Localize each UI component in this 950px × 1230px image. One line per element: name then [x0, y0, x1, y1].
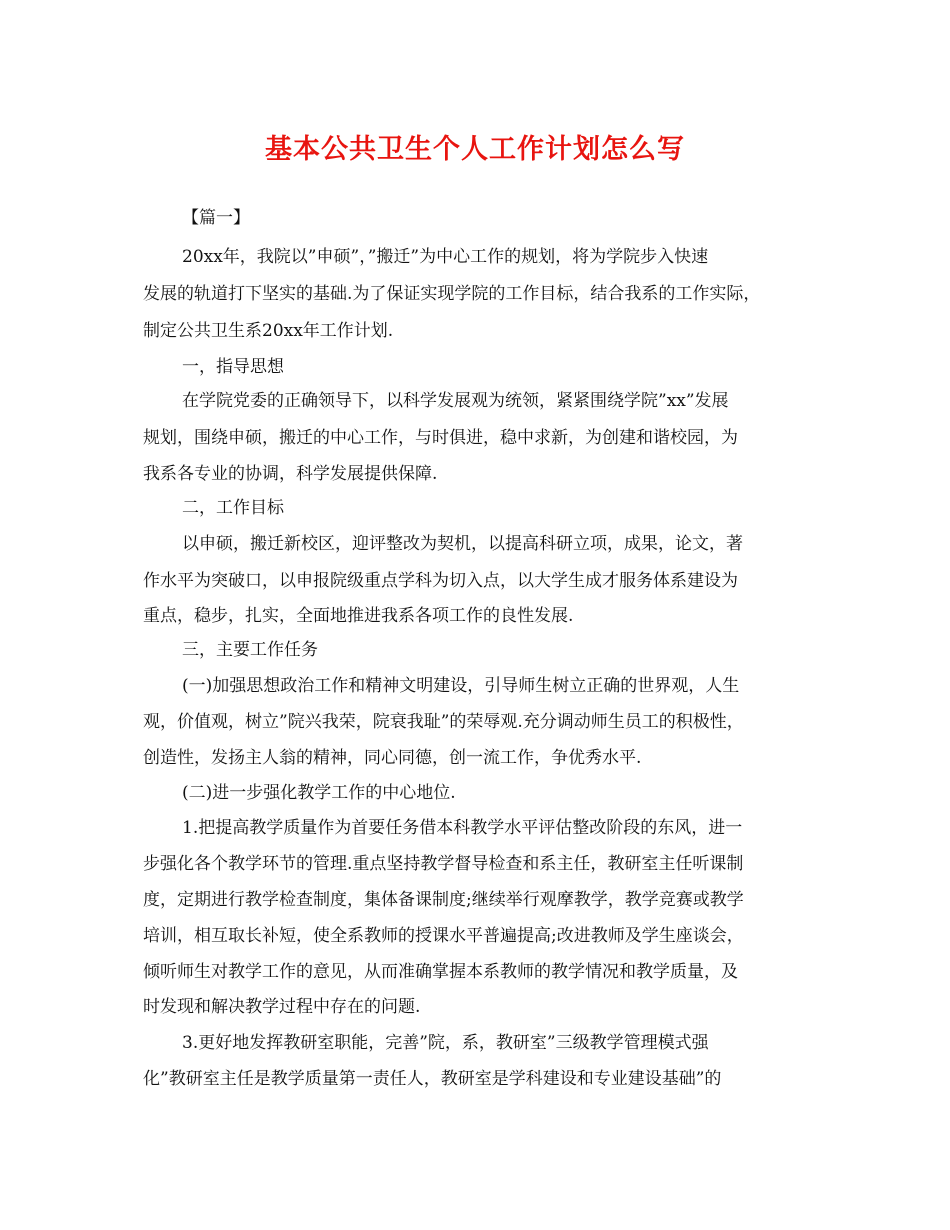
paragraph-line: 3.更好地发挥教研室职能，完善”院，系，教研室”三级教学管理模式强 [182, 1033, 709, 1053]
paragraph-line: (一)加强思想政治工作和精神文明建设，引导师生树立正确的世界观，人生 [182, 676, 740, 696]
paragraph-line: 作水平为突破口，以申报院级重点学科为切入点，以大学生成才服务体系建设为 [143, 571, 738, 591]
paragraph-line: 时发现和解决教学过程中存在的问题. [143, 997, 421, 1017]
paragraph-line: 步强化各个教学环节的管理.重点坚持教学督导检查和系主任，教研室主任听课制 [143, 854, 744, 874]
paragraph-line: 以申硕，搬迁新校区，迎评整改为契机，以提高科研立项，成果，论文，著 [182, 534, 743, 554]
paragraph-line: 20xx年，我院以”申硕”，”搬迁”为中心工作的规划，将为学院步入快速 [182, 247, 709, 267]
section-heading: 三，主要工作任务 [182, 640, 318, 660]
paragraph-line: 制定公共卫生系20xx年工作计划. [143, 321, 394, 341]
section-heading-part-one: 【篇一】 [182, 208, 250, 228]
paragraph-line: 重点，稳步，扎实，全面地推进我系各项工作的良性发展. [143, 606, 574, 626]
paragraph-line: 我系各专业的协调，科学发展提供保障. [143, 464, 438, 484]
paragraph-line: 规划，围绕申硕，搬迁的中心工作，与时俱进，稳中求新，为创建和谐校园，为 [143, 428, 738, 448]
paragraph-line: 观，价值观，树立”院兴我荣，院衰我耻”的荣辱观.充分调动师生员工的积极性， [143, 712, 744, 732]
paragraph-line: 发展的轨道打下坚实的基础.为了保证实现学院的工作目标，结合我系的工作实际， [143, 284, 761, 304]
paragraph-line: 度，定期进行教学检查制度，集体备课制度;继续举行观摩教学，教学竞赛或教学 [143, 890, 744, 910]
paragraph-line: 在学院党委的正确领导下，以科学发展观为统领，紧紧围绕学院”xx”发展 [182, 391, 729, 411]
paragraph-line: 创造性，发扬主人翁的精神，同心同德，创一流工作，争优秀水平. [143, 748, 642, 768]
paragraph-line: 1.把提高教学质量作为首要任务借本科教学水平评估整改阶段的东风，进一 [182, 818, 743, 838]
section-heading: 一，指导思想 [182, 357, 284, 377]
paragraph-line: 倾听师生对教学工作的意见，从而准确掌握本系教师的教学情况和教学质量，及 [143, 962, 738, 982]
paragraph-line: (二)进一步强化教学工作的中心地位. [182, 783, 456, 803]
section-heading: 二，工作目标 [182, 498, 284, 518]
document-title: 基本公共卫生个人工作计划怎么写 [265, 134, 685, 165]
paragraph-line: 化”教研室主任是教学质量第一责任人，教研室是学科建设和专业建设基础”的 [143, 1069, 722, 1089]
paragraph-line: 培训，相互取长补短，使全系教师的授课水平普遍提高;改进教师及学生座谈会， [143, 926, 744, 946]
